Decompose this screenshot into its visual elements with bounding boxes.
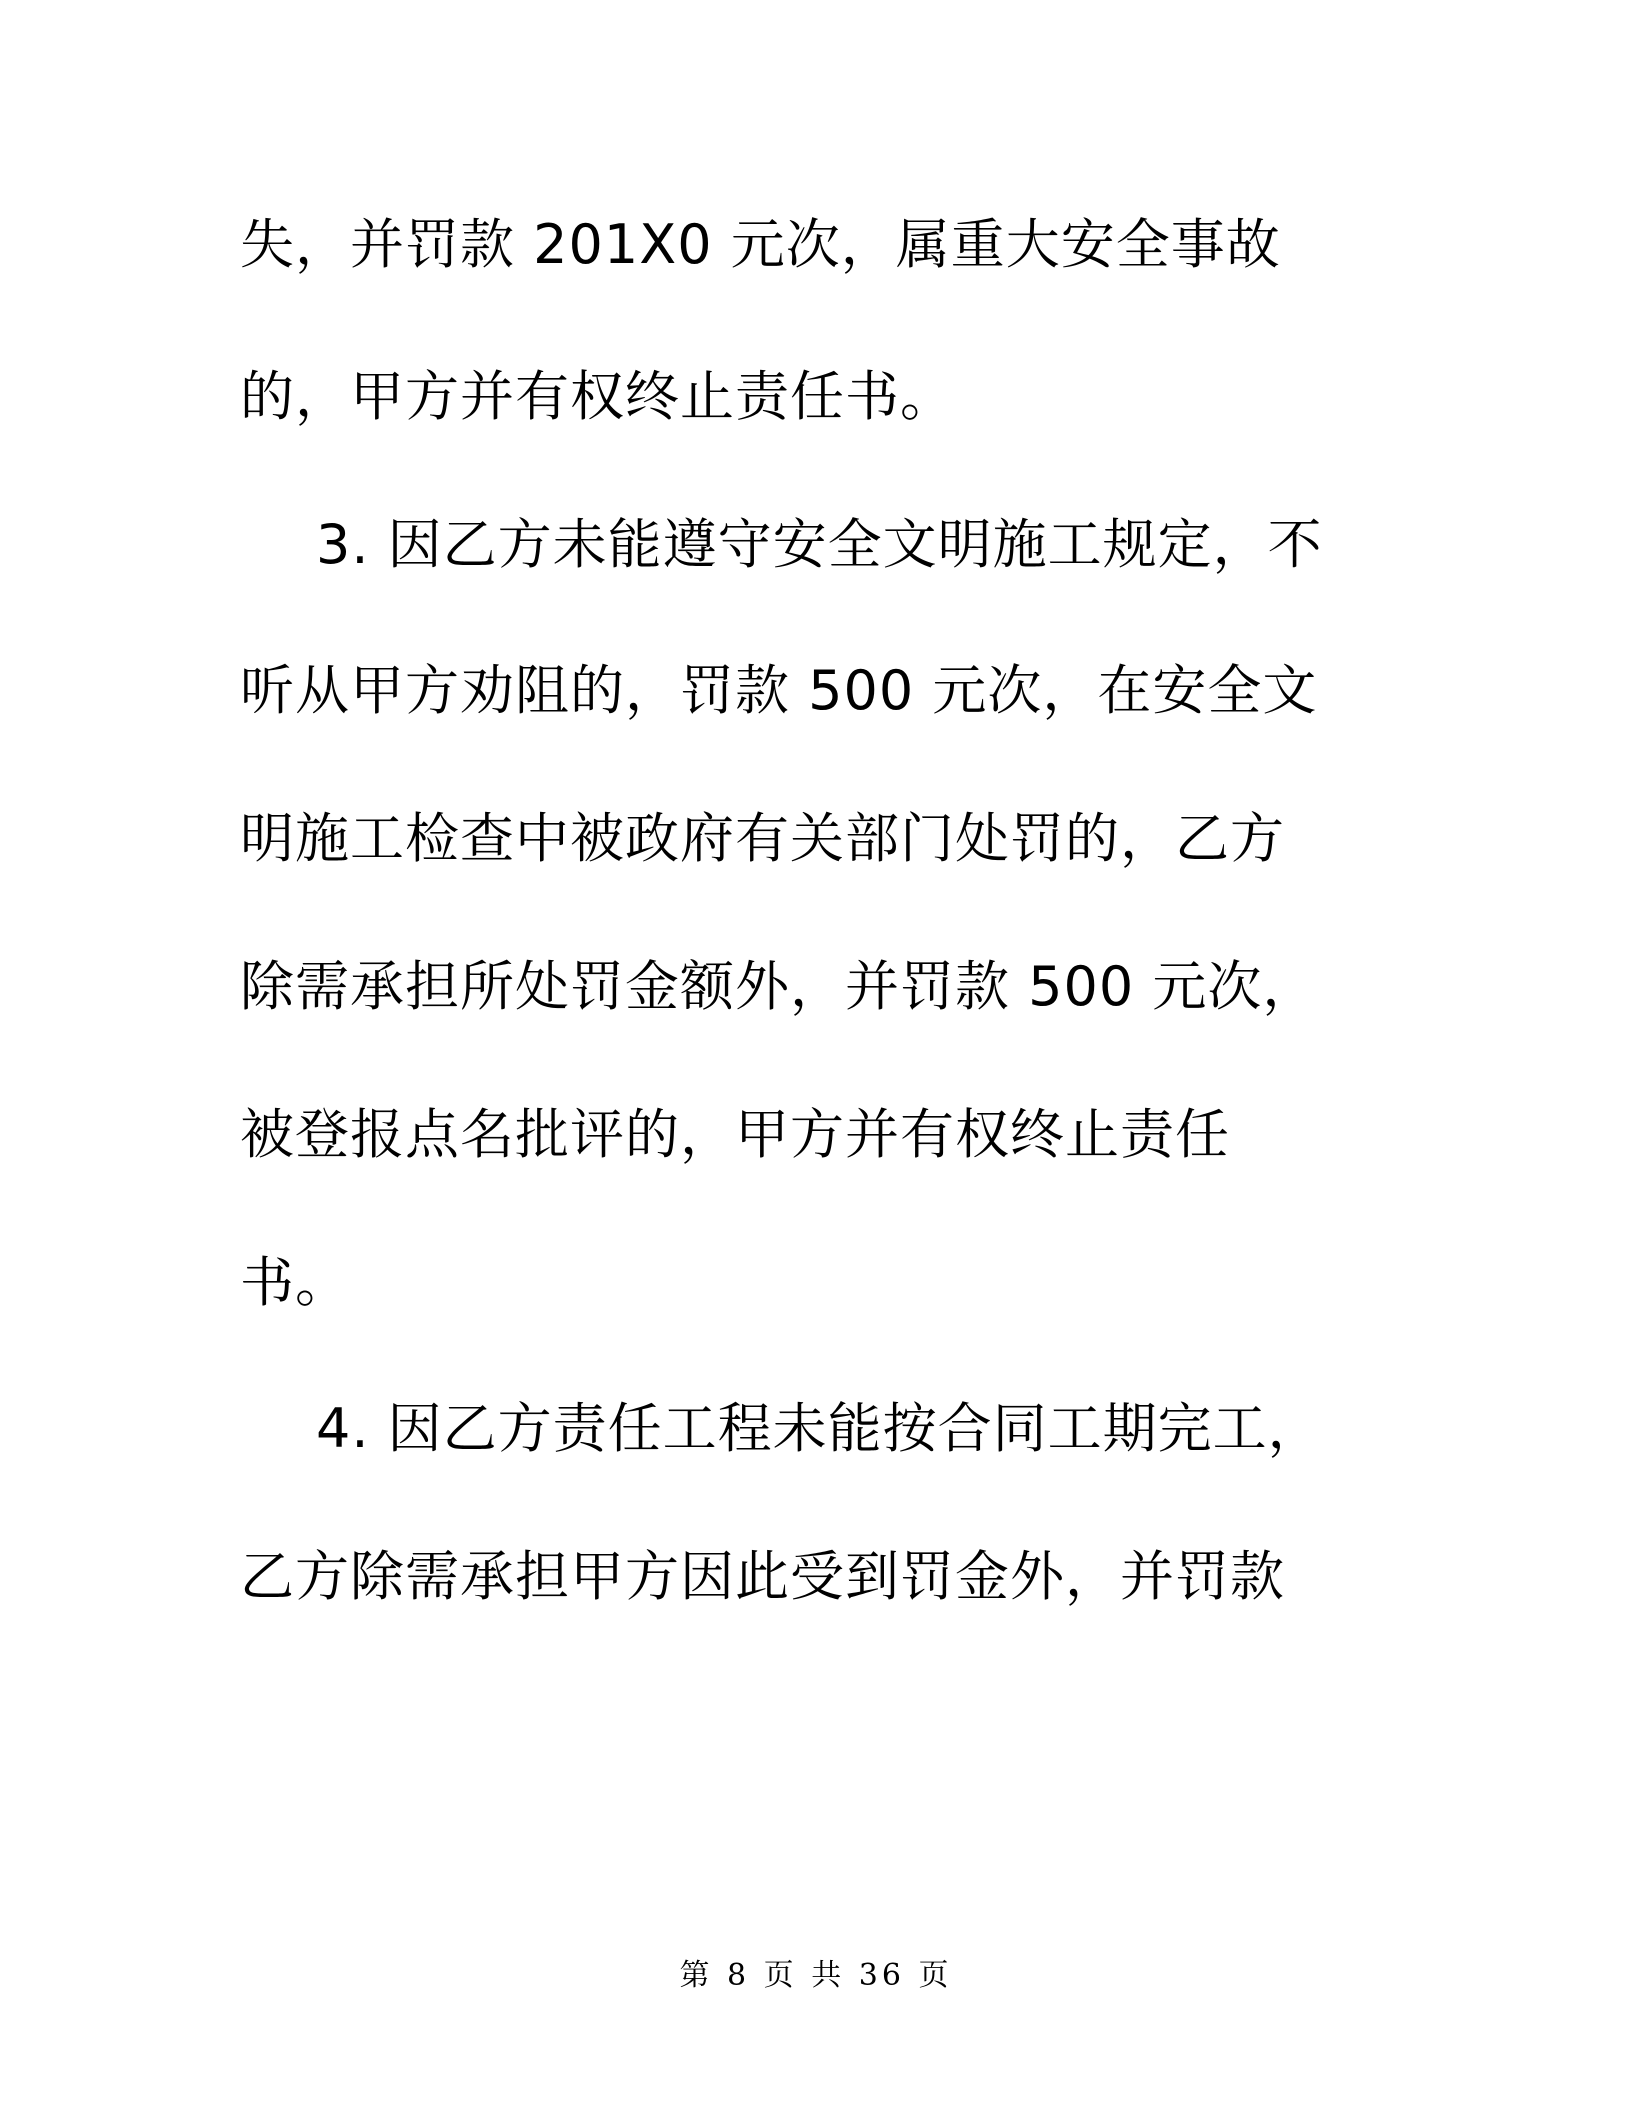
paragraph-line: 听从甲方劝阻的，罚款 500 元次，在安全文 [240, 659, 1318, 722]
paragraph-line: 乙方除需承担甲方因此受到罚金外，并罚款 [240, 1545, 1285, 1608]
paragraph-line: 除需承担所处罚金额外，并罚款 500 元次， [240, 955, 1318, 1018]
paragraph-line: 失，并罚款 201X0 元次，属重大安全事故 [240, 213, 1281, 276]
paragraph-line: 的，甲方并有权终止责任书。 [240, 365, 955, 428]
paragraph-line: 3. 因乙方未能遵守安全文明施工规定，不 [316, 513, 1323, 576]
paragraph-line: 被登报点名批评的，甲方并有权终止责任 [240, 1103, 1230, 1166]
page-number-footer: 第 8 页 共 36 页 [679, 1958, 953, 1993]
paragraph-line: 明施工检查中被政府有关部门处罚的，乙方 [240, 807, 1285, 870]
paragraph-line: 4. 因乙方责任工程未能按合同工期完工， [316, 1397, 1323, 1460]
paragraph-line: 书。 [240, 1251, 350, 1314]
